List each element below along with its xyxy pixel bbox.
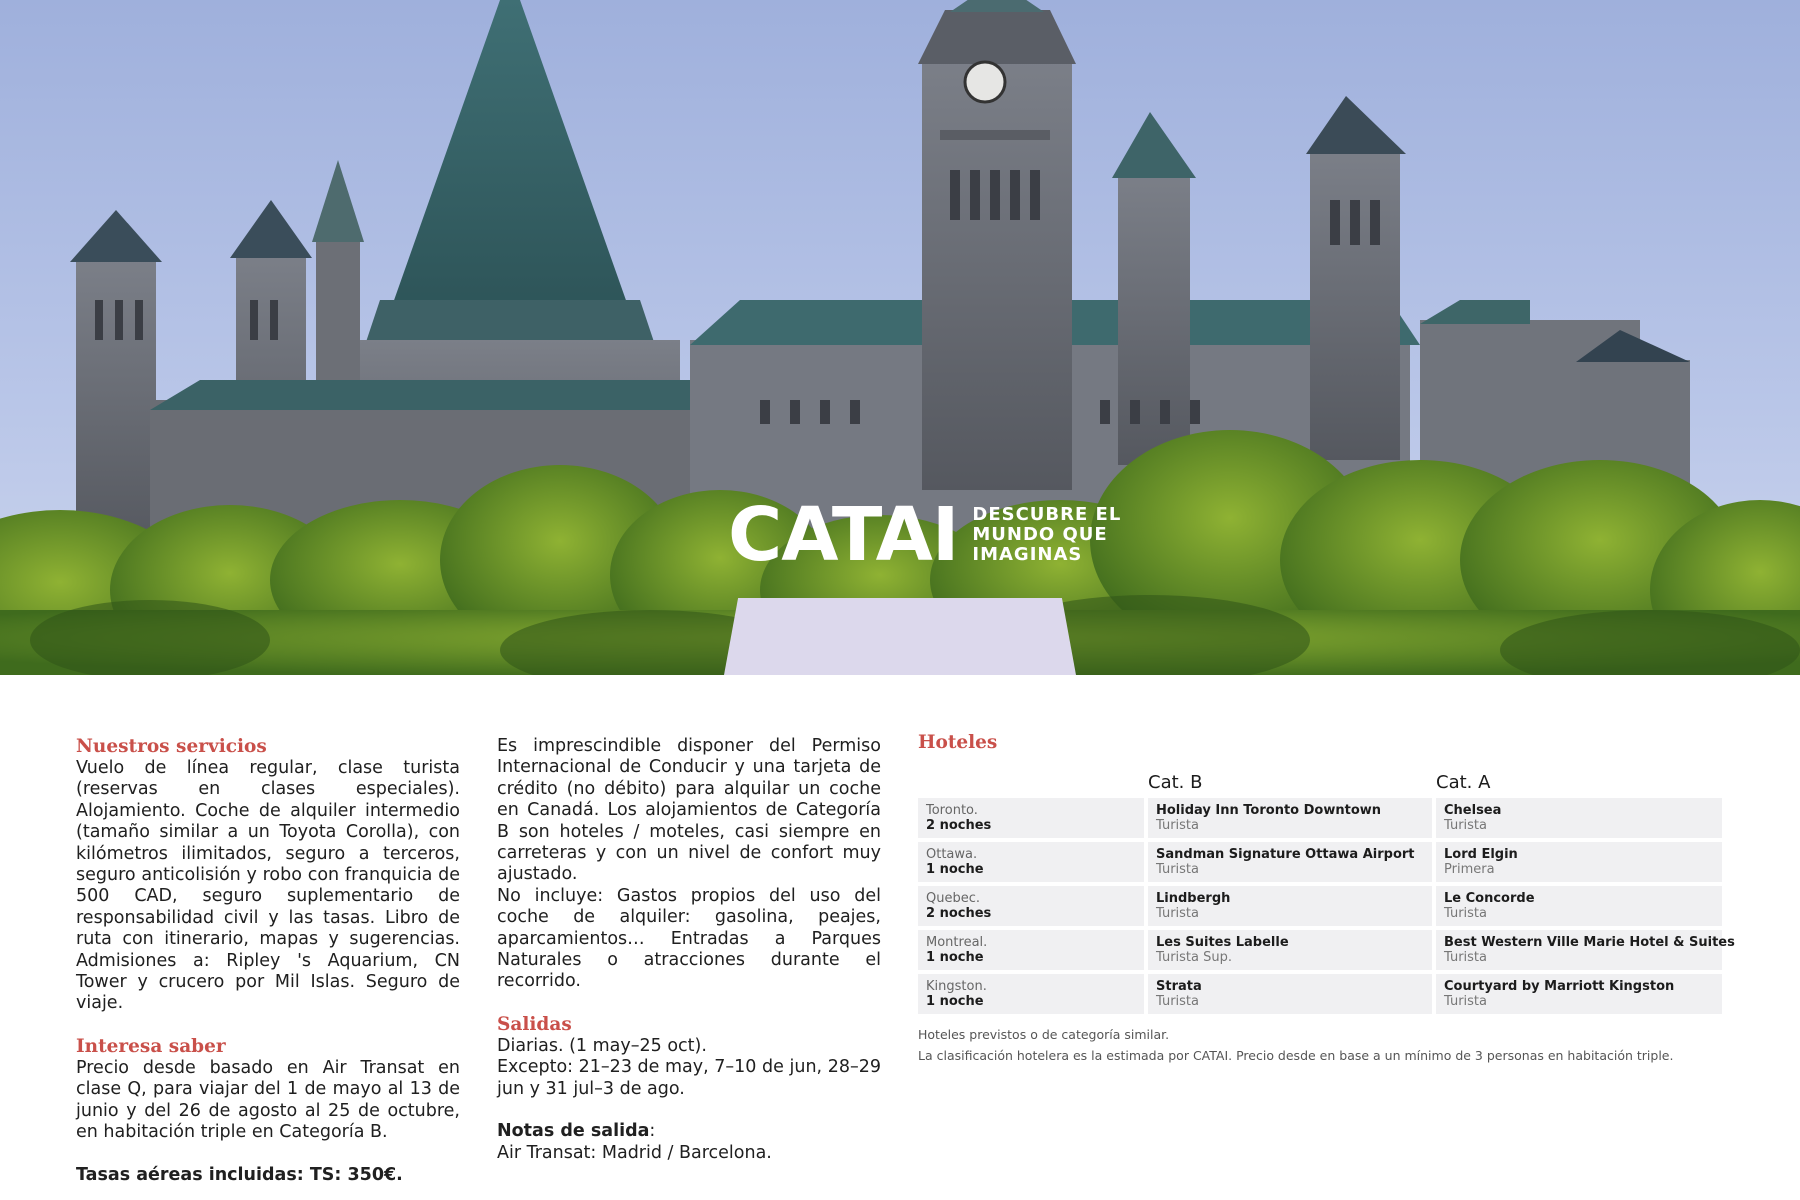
table-row xyxy=(918,974,1726,1014)
cat-a-cell xyxy=(1436,842,1722,882)
hotels-table-header xyxy=(918,772,1726,794)
hotels-note: Hoteles previstos o de categoría similar. xyxy=(918,1027,1170,1042)
cat-a-cell-secondary: Turista xyxy=(1444,818,1487,833)
city-cell xyxy=(918,798,1144,838)
cat-a-cell-primary: Le Concorde xyxy=(1444,891,1535,906)
cat-b-cell-secondary: Turista Sup. xyxy=(1156,950,1233,965)
city-cell-secondary: 2 noches xyxy=(926,906,992,921)
table-row xyxy=(918,886,1726,926)
city-cell xyxy=(918,930,1144,970)
cat-a-cell-primary: Best Western Ville Marie Hotel & Suites xyxy=(1444,935,1735,950)
salidas-line: Diarias. (1 may–25 oct). xyxy=(497,1035,707,1056)
salidas-line: Excepto: 21–23 de may, 7–10 de jun, 28–29 jun y 31 jul–3 de ago. xyxy=(497,1057,881,1099)
cat-b-cell-secondary: Turista xyxy=(1156,994,1199,1009)
servicios-text: Vuelo de línea regular, clase turista (reservas en clases especiales). Alojamiento. Coche de alquiler intermedio (tamaño similar a un Toyota Corolla), con kilómetros ilimitados, seguro a terceros, seguro anticolisión y robo con franquicia de 500 CAD, seguro suplementario de responsabilidad civil y las tasas. Libro de ruta con itinerario, mapas y sugerencias. Admisiones a: Ripley 's Aquarium, CN Tower y crucero por Mil Islas. Seguro de viaje. xyxy=(76,758,460,1014)
hotels-notes xyxy=(918,1024,1726,1066)
tagline-line: MUNDO QUE xyxy=(972,524,1108,545)
cat-a-cell xyxy=(1436,798,1722,838)
city-cell-secondary: 1 noche xyxy=(926,862,984,877)
cat-a-cell xyxy=(1436,930,1735,970)
cat-b-cell xyxy=(1148,886,1432,926)
notas-title: Notas de salida xyxy=(497,1121,650,1142)
services-column xyxy=(76,736,460,1186)
cat-b-cell xyxy=(1148,798,1432,838)
cat-a-cell-primary: Chelsea xyxy=(1444,803,1502,818)
interesa-saber-text: Precio desde basado en Air Transat en clase Q, para viajar del 1 de mayo al 13 de junio y del 26 de agosto al 25 de octubre, en habitación triple en Categoría B. xyxy=(76,1057,460,1143)
cat-b-cell-secondary: Turista xyxy=(1156,906,1199,921)
cat-a-cell-primary: Lord Elgin xyxy=(1444,847,1518,862)
city-cell xyxy=(918,974,1144,1014)
table-row xyxy=(918,930,1735,970)
cat-a-cell-primary: Courtyard by Marriott Kingston xyxy=(1444,979,1675,994)
cat-b-cell-secondary: Turista xyxy=(1156,862,1199,877)
cat-b-cell xyxy=(1148,842,1432,882)
cat-a-cell-secondary: Primera xyxy=(1444,862,1495,877)
cat-a-header: Cat. A xyxy=(1436,772,1491,793)
decorative-tab xyxy=(724,598,1076,675)
cat-b-cell-primary: Lindbergh xyxy=(1156,891,1231,906)
no-incluye-text: No incluye: Gastos propios del uso del coche de alquiler: gasolina, peajes, aparcamientos… Entradas a Parques Naturales o atracciones durante el recorrido. xyxy=(497,885,881,992)
city-cell-secondary: 1 noche xyxy=(926,994,984,1009)
cat-a-cell-secondary: Turista xyxy=(1444,906,1487,921)
permiso-text: Es imprescindible disponer del Permiso Internacional de Conducir y una tarjeta de crédito (no débito) para alquilar un coche en Canadá. Los alojamientos de Categoría B son hoteles / moteles, casi siempre en carreteras y con un nivel de confort muy ajustado. xyxy=(497,736,881,885)
hotels-section xyxy=(918,732,1735,1066)
cat-b-header: Cat. B xyxy=(1148,772,1203,793)
cat-b-cell xyxy=(1148,974,1432,1014)
logo-wordmark: CATAI xyxy=(728,492,959,578)
cat-b-cell-secondary: Turista xyxy=(1156,818,1199,833)
cat-a-cell xyxy=(1436,974,1722,1014)
catai-logo xyxy=(728,492,1122,578)
city-cell-primary: Kingston. xyxy=(926,979,987,994)
cat-b-cell-primary: Holiday Inn Toronto Downtown xyxy=(1156,803,1382,818)
city-cell-primary: Ottawa. xyxy=(926,847,978,862)
cat-a-cell-secondary: Turista xyxy=(1444,994,1487,1009)
hotels-heading: Hoteles xyxy=(918,732,998,753)
cat-b-cell-primary: Strata xyxy=(1156,979,1202,994)
city-cell xyxy=(918,842,1144,882)
cat-a-cell-secondary: Turista xyxy=(1444,950,1487,965)
city-cell-primary: Toronto. xyxy=(926,803,978,818)
info-column xyxy=(497,736,881,1164)
city-cell-secondary: 1 noche xyxy=(926,950,984,965)
logo-tagline xyxy=(972,505,1121,565)
servicios-heading: Nuestros servicios xyxy=(76,736,267,757)
cat-b-cell-primary: Sandman Signature Ottawa Airport xyxy=(1156,847,1415,862)
cat-b-cell-primary: Les Suites Labelle xyxy=(1156,935,1289,950)
hotels-table-body xyxy=(918,798,1735,1014)
notas-colon: : xyxy=(649,1121,656,1142)
cat-a-cell xyxy=(1436,886,1722,926)
table-row xyxy=(918,842,1726,882)
city-cell-primary: Quebec. xyxy=(926,891,980,906)
city-cell-secondary: 2 noches xyxy=(926,818,992,833)
notas-text: Air Transat: Madrid / Barcelona. xyxy=(497,1142,772,1163)
cat-b-cell xyxy=(1148,930,1432,970)
salidas-heading: Salidas xyxy=(497,1013,572,1035)
notas-heading xyxy=(497,1121,881,1142)
city-cell-primary: Montreal. xyxy=(926,935,988,950)
city-cell xyxy=(918,886,1144,926)
tagline-line: IMAGINAS xyxy=(972,544,1083,565)
hotels-note: La clasificación hotelera es la estimada por CATAI. Precio desde en base a un mínimo de 3 personas en habitación triple. xyxy=(918,1048,1674,1063)
table-row xyxy=(918,798,1726,838)
interesa-saber-heading: Interesa saber xyxy=(76,1035,226,1057)
tasas-text: Tasas aéreas incluidas: TS: 350€. xyxy=(76,1164,403,1185)
tagline-line: DESCUBRE EL xyxy=(972,504,1122,525)
